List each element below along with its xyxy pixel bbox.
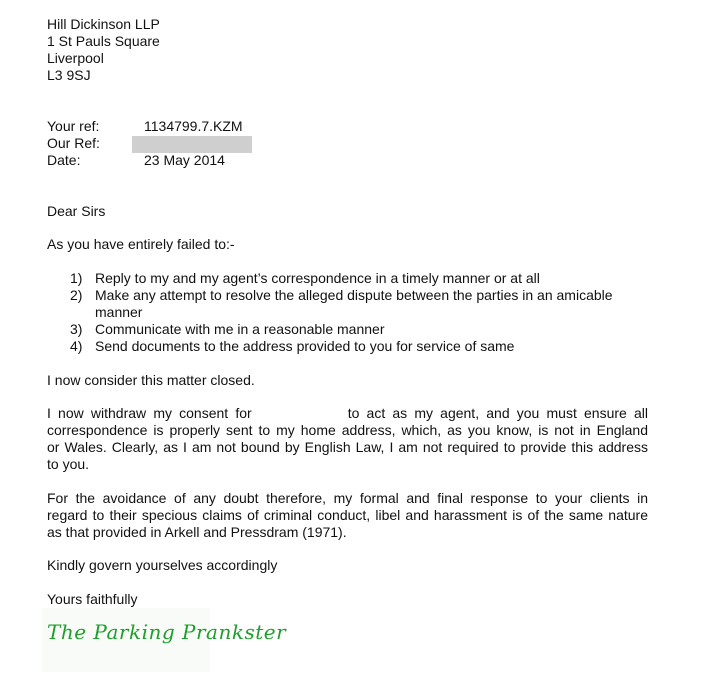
list-number: 1) <box>70 270 83 286</box>
list-item: Make any attempt to resolve the alleged dispute between the parties in an amicable <box>95 287 613 303</box>
sign-off: Yours faithfully <box>47 591 138 607</box>
list-item: Send documents to the address provided to you for service of same <box>95 338 515 354</box>
salutation: Dear Sirs <box>47 203 106 219</box>
our-ref-label: Our Ref: <box>47 135 100 151</box>
recipient-street: 1 St Pauls Square <box>47 33 160 49</box>
signature: The Parking Prankster <box>47 620 287 644</box>
withdraw-line-2: correspondence is properly sent to my home address, which, as you know, is not in England <box>47 422 648 438</box>
govern-line: Kindly govern yourselves accordingly <box>47 557 278 573</box>
list-item: Communicate with me in a reasonable manner <box>95 321 385 337</box>
withdraw-line-4: to you. <box>47 456 90 472</box>
withdraw-paragraph <box>47 405 648 473</box>
recipient-city: Liverpool <box>47 50 104 66</box>
list-item-continuation: manner <box>95 304 143 320</box>
date-value: 23 May 2014 <box>144 152 225 168</box>
list-number: 4) <box>70 338 83 354</box>
your-ref-label: Your ref: <box>47 118 100 134</box>
your-ref-value: 1134799.7.KZM <box>144 118 243 134</box>
withdraw-text-a: I now withdraw my consent for <box>47 405 252 421</box>
list-number: 2) <box>70 287 83 303</box>
list-number: 3) <box>70 321 83 337</box>
date-label: Date: <box>47 152 81 168</box>
withdraw-line-1 <box>47 405 648 422</box>
list-item: Reply to my and my agent’s correspondence in a timely manner or at all <box>95 270 540 286</box>
withdraw-line-3: or Wales. Clearly, as I am not bound by English Law, I am not required to provide this address <box>47 439 648 455</box>
recipient-name: Hill Dickinson LLP <box>47 16 160 32</box>
avoidance-line-1: For the avoidance of any doubt therefore, my formal and final response to your clients in <box>47 490 648 506</box>
avoidance-line-3: as that provided in Arkell and Pressdram (1971). <box>47 524 347 540</box>
recipient-postcode: L3 9SJ <box>47 67 91 83</box>
our-ref-redaction <box>132 136 252 153</box>
intro-line: As you have entirely failed to:- <box>47 236 235 252</box>
avoidance-line-2: regard to their specious claims of criminal conduct, libel and harassment is of the same nature <box>47 507 648 523</box>
withdraw-text-b: to act as my agent, and you must ensure all <box>347 405 649 421</box>
closed-statement: I now consider this matter closed. <box>47 372 255 388</box>
avoidance-paragraph <box>47 490 648 541</box>
